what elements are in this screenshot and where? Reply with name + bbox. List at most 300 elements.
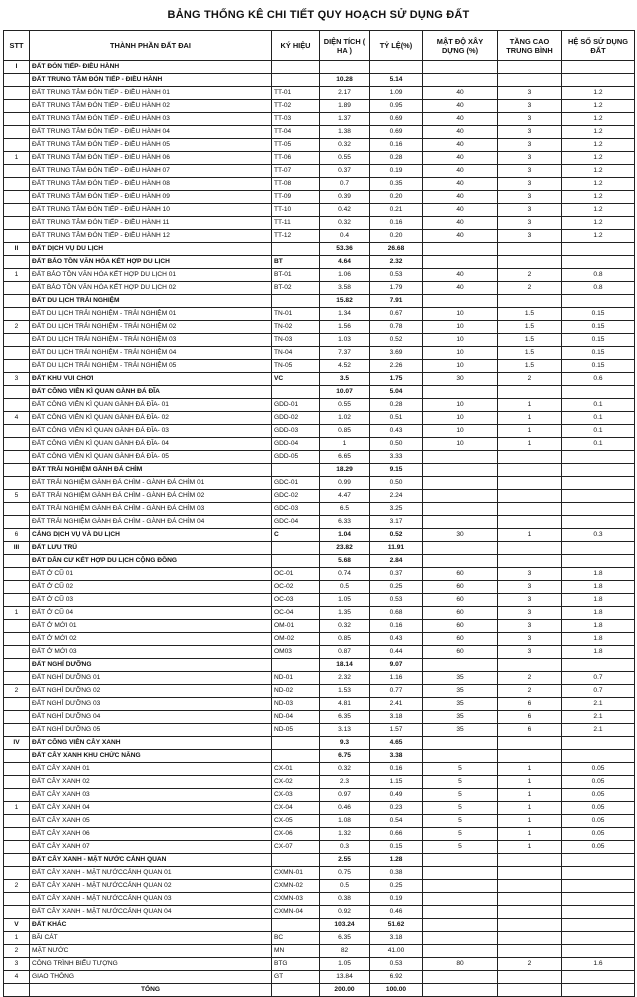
cell-stt	[4, 477, 30, 490]
cell-name: MẶT NƯỚC	[30, 945, 272, 958]
cell-pct: 1.57	[370, 724, 423, 737]
cell-pct: 0.77	[370, 685, 423, 698]
cell-area: 1	[320, 438, 370, 451]
cell-floors: 3	[498, 217, 562, 230]
cell-density: 10	[423, 425, 498, 438]
cell-floors	[498, 477, 562, 490]
cell-area: 0.3	[320, 841, 370, 854]
group-row	[4, 373, 635, 386]
cell-code: BT-02	[272, 282, 320, 295]
cell-far: 0.7	[562, 685, 635, 698]
table-row	[4, 932, 635, 945]
header-far: HỆ SỐ SỬ DỤNG ĐẤT	[562, 31, 635, 61]
cell-density: 5	[423, 815, 498, 828]
cell-pct: 0.28	[370, 399, 423, 412]
cell-code: CX-05	[272, 815, 320, 828]
cell-pct: 0.49	[370, 789, 423, 802]
header-name: THÀNH PHẦN ĐẤT ĐAI	[30, 31, 272, 61]
cell-density: 10	[423, 412, 498, 425]
table-row	[4, 87, 635, 100]
cell-name: ĐẤT Ở CŨ 01	[30, 568, 272, 581]
cell-density: 40	[423, 217, 498, 230]
cell-pct: 0.43	[370, 425, 423, 438]
cell-pct: 3.18	[370, 932, 423, 945]
cell-density: 40	[423, 282, 498, 295]
cell-density	[423, 945, 498, 958]
cell-stt	[4, 672, 30, 685]
cell-far	[562, 659, 635, 672]
cell-floors	[498, 659, 562, 672]
cell-name: ĐẤT CÂY XANH KHU CHỨC NĂNG	[30, 750, 272, 763]
cell-stt	[4, 204, 30, 217]
cell-density: 5	[423, 763, 498, 776]
cell-far	[562, 256, 635, 269]
cell-stt	[4, 815, 30, 828]
cell-pct: 11.91	[370, 542, 423, 555]
cell-far: 1.2	[562, 139, 635, 152]
table-row	[4, 347, 635, 360]
cell-floors: 1.5	[498, 334, 562, 347]
cell-code: BT-01	[272, 269, 320, 282]
table-row	[4, 802, 635, 815]
cell-area: 1.34	[320, 308, 370, 321]
cell-far	[562, 542, 635, 555]
cell-far	[562, 906, 635, 919]
cell-name: ĐẤT TRẢI NGHIỆM GÀNH ĐÁ CHÌM - GÀNH ĐÁ CHÌM 01	[30, 477, 272, 490]
cell-area: 18.14	[320, 659, 370, 672]
cell-name: ĐẤT DỊCH VỤ DU LỊCH	[30, 243, 272, 256]
cell-area: 7.37	[320, 347, 370, 360]
cell-far	[562, 61, 635, 74]
cell-far: 1.2	[562, 204, 635, 217]
cell-stt	[4, 191, 30, 204]
cell-stt: V	[4, 919, 30, 932]
cell-name: ĐẤT NGHỈ DƯỠNG 04	[30, 711, 272, 724]
cell-pct: 0.16	[370, 217, 423, 230]
cell-code: GDD-05	[272, 451, 320, 464]
cell-code: C	[272, 529, 320, 542]
table-row	[4, 490, 635, 503]
cell-far: 0.6	[562, 373, 635, 386]
cell-code: BC	[272, 932, 320, 945]
land-use-table	[3, 30, 635, 997]
cell-floors: 3	[498, 620, 562, 633]
cell-area: 1.56	[320, 321, 370, 334]
table-row	[4, 477, 635, 490]
cell-code	[272, 386, 320, 399]
cell-code: GDD-04	[272, 438, 320, 451]
cell-stt	[4, 347, 30, 360]
cell-density: 10	[423, 360, 498, 373]
cell-far: 1.2	[562, 152, 635, 165]
cell-far: 2.1	[562, 698, 635, 711]
cell-far	[562, 386, 635, 399]
table-row	[4, 685, 635, 698]
cell-area: 0.87	[320, 646, 370, 659]
cell-code: BT	[272, 256, 320, 269]
cell-code: GDD-01	[272, 399, 320, 412]
cell-pct: 0.16	[370, 763, 423, 776]
cell-far: 1.2	[562, 87, 635, 100]
cell-far: 1.2	[562, 165, 635, 178]
cell-stt	[4, 581, 30, 594]
cell-name: ĐẤT CÂY XANH 02	[30, 776, 272, 789]
cell-pct: 0.16	[370, 139, 423, 152]
cell-code: CXMN-03	[272, 893, 320, 906]
cell-area: 6.65	[320, 451, 370, 464]
cell-area: 1.32	[320, 828, 370, 841]
cell-name: ĐẤT Ở CŨ 03	[30, 594, 272, 607]
cell-far: 2.1	[562, 711, 635, 724]
cell-stt: 2	[4, 321, 30, 334]
cell-density	[423, 74, 498, 87]
cell-far	[562, 919, 635, 932]
cell-floors	[498, 243, 562, 256]
cell-density	[423, 854, 498, 867]
cell-name: ĐẤT CÂY XANH 03	[30, 789, 272, 802]
cell-far: 0.15	[562, 347, 635, 360]
cell-pct: 0.53	[370, 594, 423, 607]
cell-far: 0.05	[562, 763, 635, 776]
cell-area: 103.24	[320, 919, 370, 932]
cell-stt	[4, 516, 30, 529]
cell-area: 3.58	[320, 282, 370, 295]
cell-far: 0.1	[562, 412, 635, 425]
cell-code: TN-05	[272, 360, 320, 373]
cell-name: ĐẤT BẢO TỒN VĂN HÓA KẾT HỢP DU LỊCH 02	[30, 282, 272, 295]
cell-pct: 0.46	[370, 906, 423, 919]
table-row	[4, 204, 635, 217]
cell-code: ND-02	[272, 685, 320, 698]
cell-name: ĐẤT DU LỊCH TRẢI NGHIỆM - TRẢI NGHIỆM 03	[30, 334, 272, 347]
cell-pct: 0.66	[370, 828, 423, 841]
cell-density: 10	[423, 334, 498, 347]
cell-area: 18.29	[320, 464, 370, 477]
cell-floors	[498, 919, 562, 932]
cell-density	[423, 893, 498, 906]
cell-pct: 0.37	[370, 568, 423, 581]
group-row	[4, 555, 635, 568]
cell-density: 40	[423, 126, 498, 139]
cell-name: ĐẤT NGHỈ DƯỠNG	[30, 659, 272, 672]
cell-floors	[498, 971, 562, 984]
cell-far	[562, 490, 635, 503]
table-row	[4, 672, 635, 685]
cell-floors	[498, 750, 562, 763]
cell-name: ĐẤT TRẢI NGHIỆM GÀNH ĐÁ CHÌM - GÀNH ĐÁ CHÌM 04	[30, 516, 272, 529]
cell-far: 1.8	[562, 607, 635, 620]
cell-code: CX-06	[272, 828, 320, 841]
cell-pct: 0.21	[370, 204, 423, 217]
cell-pct: 26.68	[370, 243, 423, 256]
cell-stt	[4, 282, 30, 295]
cell-code: OC-01	[272, 568, 320, 581]
cell-floors: 1	[498, 828, 562, 841]
cell-code	[272, 750, 320, 763]
cell-floors	[498, 61, 562, 74]
cell-area: 1.05	[320, 958, 370, 971]
cell-pct: 41.00	[370, 945, 423, 958]
cell-stt	[4, 139, 30, 152]
cell-name: ĐẤT TRUNG TÂM ĐÓN TIẾP - ĐIỀU HÀNH 05	[30, 139, 272, 152]
cell-density	[423, 295, 498, 308]
cell-area: 0.97	[320, 789, 370, 802]
cell-name: ĐẤT Ở CŨ 02	[30, 581, 272, 594]
cell-pct: 0.50	[370, 477, 423, 490]
cell-density: 30	[423, 373, 498, 386]
cell-name: ĐẤT TRẢI NGHIỆM GÀNH ĐÁ CHÌM - GÀNH ĐÁ CHÌM 03	[30, 503, 272, 516]
cell-name: ĐẤT TRUNG TÂM ĐÓN TIẾP - ĐIỀU HÀNH 08	[30, 178, 272, 191]
cell-area: 23.82	[320, 542, 370, 555]
cell-stt: 2	[4, 945, 30, 958]
cell-density: 40	[423, 165, 498, 178]
cell-area: 9.3	[320, 737, 370, 750]
cell-pct: 0.52	[370, 529, 423, 542]
cell-density: 35	[423, 724, 498, 737]
table-row	[4, 126, 635, 139]
cell-area: 10.07	[320, 386, 370, 399]
cell-name: ĐẤT NGHỈ DƯỠNG 05	[30, 724, 272, 737]
cell-density: 60	[423, 646, 498, 659]
cell-far: 0.1	[562, 438, 635, 451]
cell-stt	[4, 126, 30, 139]
cell-name: ĐẤT NGHỈ DƯỠNG 03	[30, 698, 272, 711]
cell-area: 2.32	[320, 672, 370, 685]
cell-stt	[4, 854, 30, 867]
cell-code: MN	[272, 945, 320, 958]
cell-area: 0.32	[320, 620, 370, 633]
cell-pct: 6.92	[370, 971, 423, 984]
cell-name: ĐẤT TRUNG TÂM ĐÓN TIẾP - ĐIỀU HÀNH	[30, 74, 272, 87]
cell-area: 5.68	[320, 555, 370, 568]
cell-name: ĐẤT TRUNG TÂM ĐÓN TIẾP - ĐIỀU HÀNH 12	[30, 230, 272, 243]
cell-code: GT	[272, 971, 320, 984]
cell-stt	[4, 113, 30, 126]
cell-floors: 1	[498, 789, 562, 802]
cell-floors: 1	[498, 815, 562, 828]
cell-pct: 1.75	[370, 373, 423, 386]
table-row	[4, 269, 635, 282]
cell-code: TT-10	[272, 204, 320, 217]
cell-pct	[370, 61, 423, 74]
table-row	[4, 776, 635, 789]
cell-stt: I	[4, 61, 30, 74]
table-row	[4, 971, 635, 984]
header-density: MẬT ĐỘ XÂY DỰNG (%)	[423, 31, 498, 61]
cell-far	[562, 464, 635, 477]
cell-floors: 2	[498, 672, 562, 685]
cell-far	[562, 737, 635, 750]
cell-area: 0.38	[320, 893, 370, 906]
cell-stt	[4, 750, 30, 763]
cell-name: ĐẤT ĐÓN TIẾP- ĐIỀU HÀNH	[30, 61, 272, 74]
cell-stt	[4, 87, 30, 100]
cell-code	[272, 61, 320, 74]
cell-code: TT-11	[272, 217, 320, 230]
cell-code: GDD-02	[272, 412, 320, 425]
cell-density: 40	[423, 113, 498, 126]
cell-pct: 0.35	[370, 178, 423, 191]
total-area: 200.00	[320, 984, 370, 997]
cell-name: ĐẤT Ở MỚI 02	[30, 633, 272, 646]
cell-code: OC-04	[272, 607, 320, 620]
cell-density	[423, 880, 498, 893]
cell-name: ĐẤT CÂY XANH 01	[30, 763, 272, 776]
cell-far: 0.05	[562, 841, 635, 854]
cell-stt	[4, 360, 30, 373]
cell-code: TT-02	[272, 100, 320, 113]
cell-far	[562, 867, 635, 880]
cell-area: 0.5	[320, 880, 370, 893]
cell-density: 5	[423, 828, 498, 841]
cell-floors: 1	[498, 399, 562, 412]
cell-code: OM03	[272, 646, 320, 659]
cell-far: 1.8	[562, 581, 635, 594]
cell-code: TT-12	[272, 230, 320, 243]
cell-pct: 0.78	[370, 321, 423, 334]
cell-stt	[4, 399, 30, 412]
cell-pct: 0.68	[370, 607, 423, 620]
cell-floors	[498, 854, 562, 867]
cell-code: TN-03	[272, 334, 320, 347]
cell-density: 35	[423, 698, 498, 711]
cell-floors: 3	[498, 178, 562, 191]
cell-floors: 6	[498, 711, 562, 724]
cell-name: ĐẤT LƯU TRÚ	[30, 542, 272, 555]
cell-far	[562, 516, 635, 529]
cell-stt	[4, 867, 30, 880]
cell-name: ĐẤT TRUNG TÂM ĐÓN TIẾP - ĐIỀU HÀNH 10	[30, 204, 272, 217]
cell-name: ĐẤT TRUNG TÂM ĐÓN TIẾP - ĐIỀU HÀNH 01	[30, 87, 272, 100]
cell-density: 10	[423, 438, 498, 451]
cell-stt: 1	[4, 932, 30, 945]
cell-pct: 0.15	[370, 841, 423, 854]
cell-floors: 3	[498, 633, 562, 646]
cell-far: 1.8	[562, 633, 635, 646]
cell-name: ĐẤT CÔNG VIÊN CÂY XANH	[30, 737, 272, 750]
cell-stt	[4, 698, 30, 711]
cell-density: 80	[423, 958, 498, 971]
cell-pct: 0.69	[370, 113, 423, 126]
cell-name: ĐẤT DU LỊCH TRẢI NGHIỆM	[30, 295, 272, 308]
cell-code: TT-04	[272, 126, 320, 139]
cell-area: 0.55	[320, 152, 370, 165]
cell-stt	[4, 425, 30, 438]
cell-area: 0.92	[320, 906, 370, 919]
cell-code: TT-05	[272, 139, 320, 152]
cell-far	[562, 893, 635, 906]
cell-far: 1.2	[562, 113, 635, 126]
cell-area: 15.82	[320, 295, 370, 308]
cell-density: 35	[423, 685, 498, 698]
cell-area: 1.05	[320, 594, 370, 607]
cell-floors	[498, 386, 562, 399]
cell-floors	[498, 74, 562, 87]
cell-density: 5	[423, 802, 498, 815]
table-row	[4, 139, 635, 152]
cell-stt	[4, 451, 30, 464]
cell-area: 0.32	[320, 763, 370, 776]
cell-floors: 1	[498, 776, 562, 789]
table-row	[4, 828, 635, 841]
cell-density	[423, 464, 498, 477]
cell-floors: 3	[498, 152, 562, 165]
table-row	[4, 867, 635, 880]
cell-density	[423, 243, 498, 256]
cell-name: ĐẤT DU LỊCH TRẢI NGHIỆM - TRẢI NGHIỆM 04	[30, 347, 272, 360]
cell-pct: 7.91	[370, 295, 423, 308]
cell-floors: 3	[498, 204, 562, 217]
cell-code: TT-09	[272, 191, 320, 204]
cell-code: CXMN-01	[272, 867, 320, 880]
cell-pct: 51.62	[370, 919, 423, 932]
cell-name: ĐẤT Ở MỚI 03	[30, 646, 272, 659]
cell-stt: 4	[4, 971, 30, 984]
cell-name: ĐẤT KHÁC	[30, 919, 272, 932]
cell-density	[423, 542, 498, 555]
cell-area: 4.64	[320, 256, 370, 269]
cell-floors: 3	[498, 113, 562, 126]
table-row	[4, 282, 635, 295]
cell-stt	[4, 711, 30, 724]
cell-far: 1.2	[562, 100, 635, 113]
cell-area: 6.75	[320, 750, 370, 763]
cell-name: ĐẤT TRUNG TÂM ĐÓN TIẾP - ĐIỀU HÀNH 07	[30, 165, 272, 178]
cell-far	[562, 932, 635, 945]
cell-code: TT-01	[272, 87, 320, 100]
cell-area: 1.06	[320, 269, 370, 282]
cell-area: 53.36	[320, 243, 370, 256]
cell-pct: 2.26	[370, 360, 423, 373]
cell-far	[562, 243, 635, 256]
cell-density: 10	[423, 321, 498, 334]
table-row	[4, 191, 635, 204]
cell-density: 60	[423, 568, 498, 581]
cell-code: TN-02	[272, 321, 320, 334]
cell-name: ĐẤT CÂY XANH - MẶT NƯỚCCẢNH QUAN 02	[30, 880, 272, 893]
cell-stt: 1	[4, 269, 30, 282]
cell-stt	[4, 555, 30, 568]
cell-pct: 1.16	[370, 672, 423, 685]
cell-area: 0.75	[320, 867, 370, 880]
cell-density: 30	[423, 529, 498, 542]
cell-stt	[4, 438, 30, 451]
group-row	[4, 74, 635, 87]
cell-density: 40	[423, 269, 498, 282]
cell-floors	[498, 516, 562, 529]
cell-floors: 2	[498, 958, 562, 971]
cell-floors: 2	[498, 685, 562, 698]
cell-density	[423, 61, 498, 74]
table-row	[4, 958, 635, 971]
cell-area: 2.3	[320, 776, 370, 789]
cell-area: 6.33	[320, 516, 370, 529]
cell-stt	[4, 893, 30, 906]
cell-far: 0.15	[562, 321, 635, 334]
cell-pct: 0.19	[370, 165, 423, 178]
cell-pct: 0.53	[370, 958, 423, 971]
cell-floors: 3	[498, 139, 562, 152]
category-row	[4, 737, 635, 750]
cell-name: ĐẤT CÂY XANH 05	[30, 815, 272, 828]
cell-pct: 0.16	[370, 620, 423, 633]
cell-density: 60	[423, 594, 498, 607]
cell-pct: 5.04	[370, 386, 423, 399]
cell-far: 1.2	[562, 178, 635, 191]
cell-area: 3.5	[320, 373, 370, 386]
cell-floors: 6	[498, 698, 562, 711]
cell-density	[423, 386, 498, 399]
